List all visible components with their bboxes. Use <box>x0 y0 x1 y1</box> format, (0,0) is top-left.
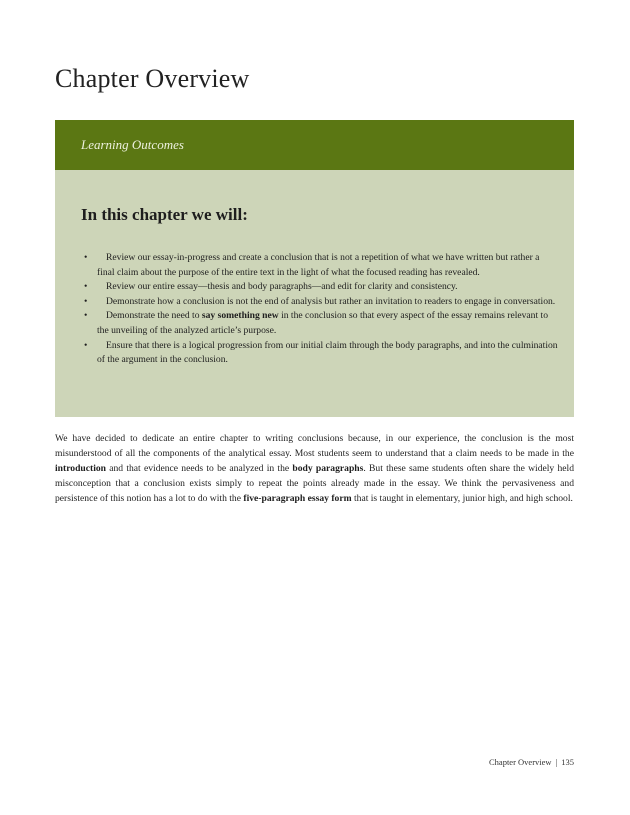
learning-outcomes-title: Learning Outcomes <box>81 137 184 152</box>
body-paragraph <box>55 431 574 506</box>
bullet-icon: • <box>84 310 88 322</box>
outcome-text: Review our entire essay—thesis and body paragraphs—and edit for clarity and consistency. <box>106 281 458 293</box>
body-text-segment: that is taught in elementary, junior high, and high school. <box>351 493 573 505</box>
body-text-segment: We have decided to dedicate an entire chapter to writing conclusions because, in our experience, the conclusion is the most misunderstood of all the components of the analytical essay. Most students seem to understand that a claim needs to be made in the <box>55 433 574 460</box>
key-term-body-paragraphs: body paragraphs <box>292 463 364 475</box>
footer-separator: | <box>555 757 558 767</box>
key-term-five-paragraph-essay-form: five-paragraph essay form <box>243 493 352 505</box>
body-text-segment: and that evidence needs to be analyzed in the <box>106 463 293 475</box>
outcome-text: Ensure that there is a logical progression from our initial claim through the body paragraphs, and into the culmination of the argument in the conclusion. <box>97 339 558 366</box>
outcome-text: Review our essay-in-progress and create a conclusion that is not a repetition of what we have written but rather a final claim about the purpose of the entire text in the light of what the focused reading has revealed. <box>97 252 540 278</box>
key-term-say-something-new: say something new <box>201 310 279 322</box>
outcome-item <box>81 309 559 338</box>
bullet-icon: • <box>84 252 88 263</box>
outcome-text: Demonstrate how a conclusion is not the end of analysis but rather an invitation to readers to engage in conversation. <box>106 295 556 307</box>
bullet-icon: • <box>84 295 88 307</box>
outcome-item <box>81 251 559 280</box>
outcome-text-pre: Demonstrate the need to <box>106 310 202 322</box>
outcome-text-post: in the conclusion so that every aspect of the essay remains relevant to the unveiling of the analyzed article’s purpose. <box>97 310 549 336</box>
page-footer <box>489 757 574 767</box>
learning-outcomes-box <box>55 120 574 417</box>
body-text-segment: . But these same students often share the widely held misconception that a conclusion exists simply to repeat the points already made in the essay. We think the pervasiveness and persistence of this notion has a lot to do with the <box>55 463 574 505</box>
bullet-icon: • <box>84 339 88 351</box>
page-number: 135 <box>561 757 574 767</box>
outcomes-list <box>81 251 559 368</box>
page-title: Chapter Overview <box>55 64 250 93</box>
key-term-introduction: introduction <box>55 463 106 475</box>
outcome-item <box>81 295 559 310</box>
outcome-item <box>81 339 559 368</box>
bullet-icon: • <box>84 281 88 293</box>
learning-outcomes-header <box>55 120 574 170</box>
outcome-item <box>81 280 559 295</box>
footer-chapter-label: Chapter Overview <box>489 757 552 767</box>
outcomes-subheading: In this chapter we will: <box>81 205 248 224</box>
